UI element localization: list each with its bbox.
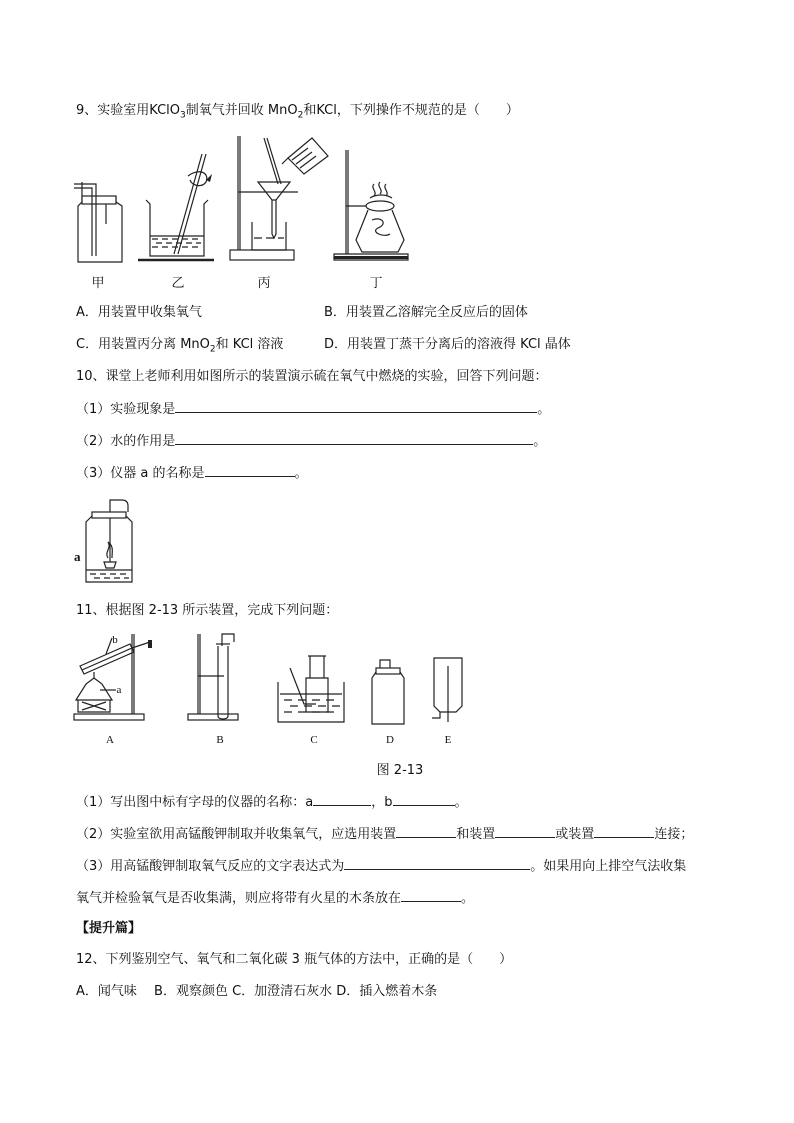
- label-b: b: [112, 634, 118, 646]
- answer-blank[interactable]: [175, 399, 537, 413]
- answer-blank[interactable]: [205, 463, 295, 477]
- q11-part1: （1）写出图中标有字母的仪器的名称：a ，b 。: [76, 792, 468, 812]
- fig-label-B: B: [216, 734, 224, 746]
- q12-options: A．闻气味 B．观察颜色 C．加澄清石灰水 D．插入燃着木条: [76, 984, 438, 999]
- q12-stem: 12、下列鉴别空气、氧气和二氧化碳 3 瓶气体的方法中，正确的是（ ）: [76, 952, 513, 967]
- answer-blank[interactable]: [175, 431, 533, 445]
- answer-blank[interactable]: [396, 824, 456, 838]
- label-a-lamp: a: [116, 684, 122, 696]
- apparatus-D-figure: [368, 658, 408, 726]
- q9-option-d: D．用装置丁蒸干分离后的溶液得 KCl 晶体: [324, 337, 571, 352]
- label-bing: 丙: [257, 276, 271, 291]
- q10-stem: 10、课堂上老师利用如图所示的装置演示硫在氧气中燃烧的实验，回答下列问题：: [76, 369, 548, 384]
- apparatus-yi-figure: [138, 150, 218, 266]
- q11-part3-cont: 氧气并检验氧气是否收集满，则应将带有火星的木条放在 。: [76, 888, 474, 908]
- apparatus-B-figure: [186, 632, 242, 724]
- label-jia: 甲: [91, 276, 105, 291]
- q10-part1: （1）实验现象是 。: [76, 399, 550, 419]
- label-yi: 乙: [171, 276, 185, 291]
- sulfur-combustion-figure: [82, 496, 138, 586]
- q9-option-a: A．用装置甲收集氧气: [76, 305, 202, 320]
- fig-label-C: C: [310, 734, 318, 746]
- label-ding: 丁: [369, 276, 383, 291]
- q9-option-c: C．用装置丙分离 MnO$_2$和 KCl 溶液: [76, 337, 284, 355]
- answer-blank[interactable]: [344, 856, 530, 870]
- q10-part2: （2）水的作用是 。: [76, 431, 546, 451]
- q11-part3: （3）用高锰酸钾制取氧气反应的文字表达式为 。如果用向上排空气法收集: [76, 856, 686, 876]
- apparatus-C-figure: [276, 654, 348, 726]
- fig-label-E: E: [444, 734, 452, 746]
- q10-part3: （3）仪器 a 的名称是 。: [76, 463, 308, 483]
- q11-part2: （2）实验室欲用高锰酸钾制取并收集氧气，应选用装置 和装置 或装置 连接；: [76, 824, 693, 844]
- apparatus-jia-figure: [70, 178, 130, 264]
- fig-label-D: D: [386, 734, 394, 746]
- answer-blank[interactable]: [313, 792, 371, 806]
- section-title: 【提升篇】: [76, 921, 142, 936]
- q11-stem: 11、根据图 2-13 所示装置，完成下列问题：: [76, 603, 339, 618]
- answer-blank[interactable]: [495, 824, 555, 838]
- answer-blank[interactable]: [594, 824, 654, 838]
- label-a: a: [74, 549, 81, 564]
- q9-option-b: B．用装置乙溶解完全反应后的固体: [324, 305, 528, 320]
- apparatus-E-figure: [430, 656, 466, 726]
- fig-label-A: A: [106, 734, 114, 746]
- answer-blank[interactable]: [393, 792, 455, 806]
- figure-caption: 图 2-13: [376, 763, 424, 778]
- apparatus-ding-figure: [332, 148, 412, 266]
- q9-stem: 9、实验室用KClO$_3$制氧气并回收 MnO$_2$和KCl，下列操作不规范的是（ ）: [76, 103, 519, 121]
- answer-blank[interactable]: [401, 888, 461, 902]
